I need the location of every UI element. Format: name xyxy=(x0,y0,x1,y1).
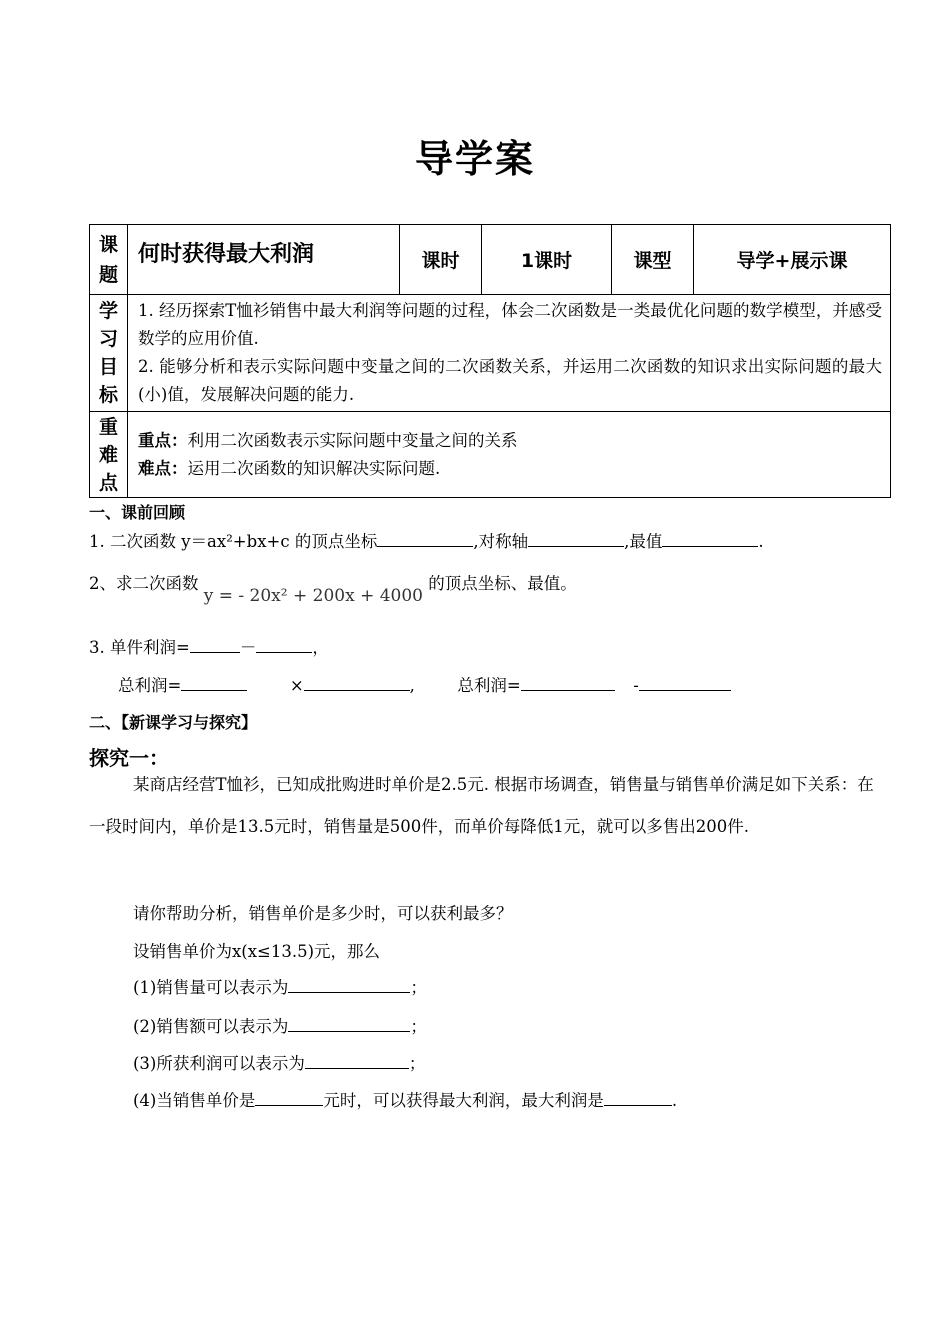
topic-value: 何时获得最大利润 xyxy=(128,225,400,295)
lesson-info-table xyxy=(89,224,891,498)
hours-value: 1课时 xyxy=(482,225,612,295)
goal-item: 1. 经历探索T恤衫销售中最大利润等问题的过程，体会二次函数是一类最优化问题的数学模型，并感受数学的应用价值. xyxy=(138,301,882,348)
section1-heading: 一、课前回顾 xyxy=(89,503,186,522)
item-2: (2)销售额可以表示为 ； xyxy=(133,1017,427,1036)
quadratic-formula: y = - 20x² + 200x + 4000 xyxy=(203,586,423,606)
key-point-label: 重点： xyxy=(138,430,188,450)
review-q3-total: 总利润= × , 总利润= - xyxy=(118,672,731,696)
difficulty-label: 难点： xyxy=(138,458,188,478)
section2-heading: 二、【新课学习与探究】 xyxy=(89,713,258,732)
review-q1: 1. 二次函数 y＝ax²+bx+c 的顶点坐标 ,对称轴 ,最值 . xyxy=(89,532,764,551)
review-q3: 3. 单件利润= － ， xyxy=(89,638,329,657)
goals-label: 学习目标 xyxy=(90,295,128,412)
difficulty: 运用二次函数的知识解决实际问题. xyxy=(187,458,441,478)
hours-label: 课时 xyxy=(400,225,482,295)
keys-label: 重难点 xyxy=(90,412,128,498)
item-4: (4)当销售单价是 元时，可以获得最大利润，最大利润是 . xyxy=(133,1091,678,1110)
page-title: 导学案 xyxy=(414,137,535,181)
type-value: 导学+展示课 xyxy=(694,225,891,295)
key-point: 利用二次函数表示实际问题中变量之间的关系 xyxy=(187,430,518,450)
keys-cell xyxy=(128,412,891,498)
topic-label: 课题 xyxy=(90,225,128,295)
item-3: (3)所获利润可以表示为 ； xyxy=(133,1054,426,1073)
review-q2: 2、求二次函数 y = - 20x² + 200x + 4000 的顶点坐标、最值。 xyxy=(89,574,577,606)
explore-title: 探究一： xyxy=(89,746,169,770)
explore-paragraph: 某商店经营T恤衫，已知成批购进时单价是2.5元. 根据市场调查，销售量与销售单价满足如下关系：在一段时间内，单价是13.5元时，销售量是500件，而单价每降低1元，就可以多售出200件. xyxy=(89,775,874,836)
goal-item: 2. 能够分析和表示实际问题中变量之间的二次函数关系，并运用二次函数的知识求出实际问题的最大(小)值，发展解决问题的能力. xyxy=(138,357,882,404)
explore-setup: 设销售单价为x(x≤13.5)元，那么 xyxy=(133,942,381,961)
type-label: 课型 xyxy=(612,225,694,295)
goals-cell xyxy=(128,295,891,412)
item-1: (1)销售量可以表示为 ； xyxy=(133,978,427,997)
explore-question: 请你帮助分析，销售单价是多少时，可以获利最多？ xyxy=(133,904,513,923)
